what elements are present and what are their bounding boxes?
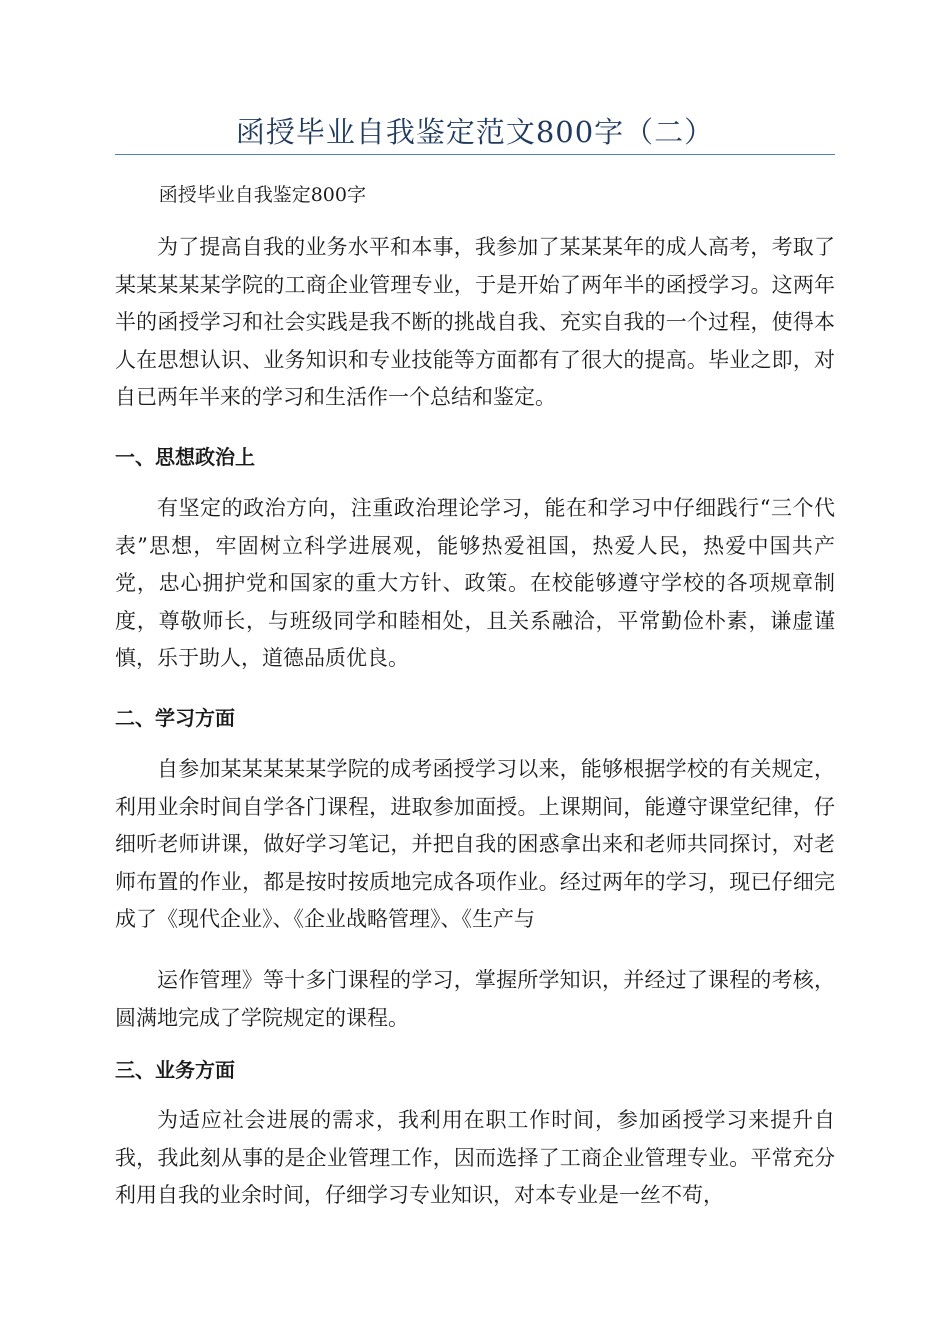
document-title: 函授毕业自我鉴定范文800字（二） — [235, 115, 715, 149]
study-paragraph-continued: 运作管理》等十多门课程的学习，掌握所学知识，并经过了课程的考核，圆满地完成了学院规定的课程。 — [115, 968, 835, 1030]
study-paragraph: 自参加某某某某某学院的成考函授学习以来，能够根据学校的有关规定，利用业余时间自学各门课程，进取参加面授。上课期间，能遵守课堂纪律，仔细听老师讲课，做好学习笔记，并把自我的困惑拿出来和老师共同探讨，对老师布置的作业，都是按时按质地完成各项作业。经过两年的学习，现已仔细完成了《现代企业》、《企业战略管理》、《生产与 — [115, 757, 835, 931]
politics-paragraph: 有坚定的政治方向，注重政治理论学习，能在和学习中仔细践行“三个代表”思想，牢固树立科学进展观，能够热爱祖国，热爱人民，热爱中国共产党，忠心拥护党和国家的重大方针、政策。在校能够遵守学校的各项规章制度，尊敬师长，与班级同学和睦相处，且关系融洽，平常勤俭朴素，谦虚谨慎，乐于助人，道德品质优良。 — [115, 496, 835, 670]
title-underline — [115, 154, 835, 155]
section-heading-politics: 一、思想政治上 — [115, 445, 255, 469]
work-paragraph: 为适应社会进展的需求，我利用在职工作时间，参加函授学习来提升自我，我此刻从事的是企业管理工作，因而选择了工商企业管理专业。平常充分利用自我的业余时间，仔细学习专业知识，对本专业是一丝不苟， — [115, 1108, 835, 1207]
section-heading-work: 三、业务方面 — [115, 1058, 235, 1082]
document-subtitle: 函授毕业自我鉴定800字 — [158, 184, 366, 206]
section-heading-study: 二、学习方面 — [115, 706, 235, 730]
intro-paragraph: 为了提高自我的业务水平和本事，我参加了某某某年的成人高考，考取了某某某某某学院的工商企业管理专业，于是开始了两年半的函授学习。这两年半的函授学习和社会实践是我不断的挑战自我、充实自我的一个过程，使得本人在思想认识、业务知识和专业技能等方面都有了很大的提高。毕业之即，对自已两年半来的学习和生活作一个总结和鉴定。 — [115, 235, 835, 409]
